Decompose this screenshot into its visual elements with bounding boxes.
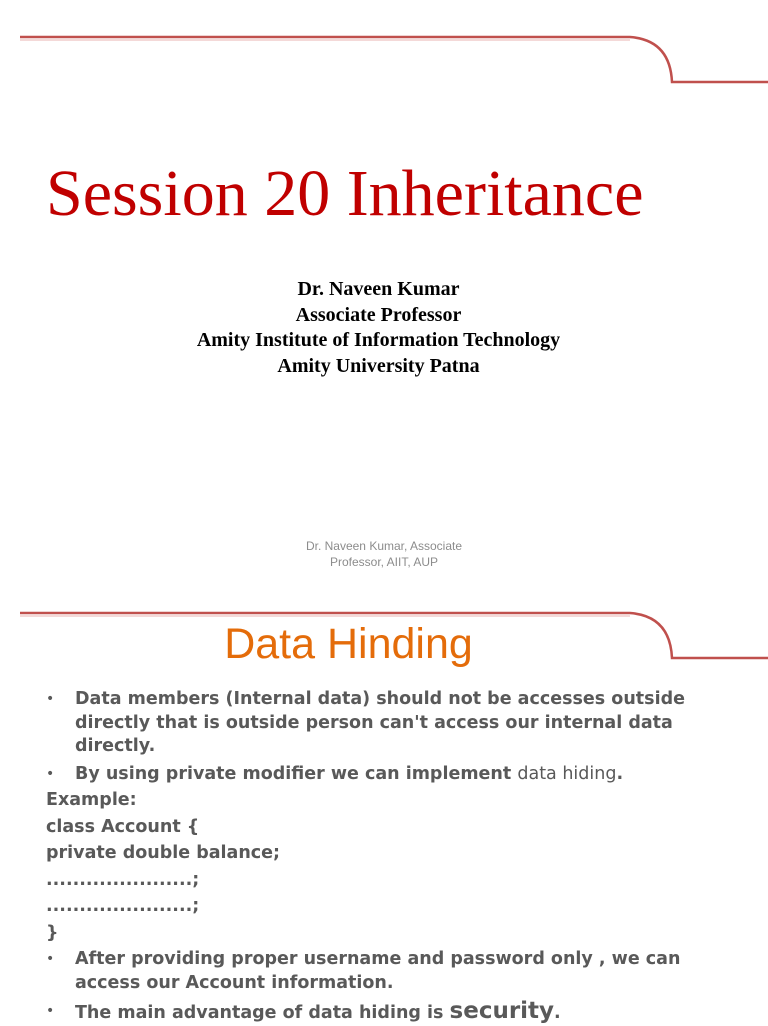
footer-line-2: Professor, AIIT, AUP — [329, 555, 439, 569]
bullet-text: By using private modifier we can implement — [75, 763, 512, 784]
bullet-item — [46, 948, 736, 995]
content-slide — [0, 596, 768, 1024]
code-line: class Account { — [46, 816, 200, 837]
slide-footer — [284, 538, 484, 570]
slide-title: Data Hinding — [224, 620, 473, 668]
bullet-item — [46, 688, 736, 759]
bullet-text: The main advantage of data hiding is — [75, 1003, 444, 1023]
slide-title: Session 20 Inheritance — [46, 157, 644, 230]
highlight-term: data hiding — [517, 763, 617, 784]
author-name: Dr. Naveen Kumar — [297, 278, 460, 300]
highlight-term: security — [449, 998, 555, 1024]
author-university: Amity University Patna — [277, 354, 480, 377]
code-line: Example: — [46, 790, 137, 810]
bullet-item — [46, 1000, 736, 1026]
accent-line-decoration — [0, 0, 768, 100]
author-institute: Amity Institute of Information Technology — [196, 329, 561, 351]
bullet-punctuation: . — [616, 763, 624, 784]
author-block — [0, 277, 757, 379]
bullet-text: After providing proper username and password only , we can access our Account information. — [75, 949, 681, 993]
author-position: Associate Professor — [295, 303, 462, 326]
bullet-punctuation: . — [554, 1003, 561, 1023]
bullet-item — [46, 763, 736, 787]
code-line: private double balance; — [46, 843, 281, 863]
footer-line-1: Dr. Naveen Kumar, Associate — [305, 539, 463, 553]
bullet-text: Data members (Internal data) should not be accesses outside directly that is outside person can't access our internal data directly. — [75, 689, 685, 756]
code-line: } — [46, 922, 59, 943]
slide-body — [46, 688, 736, 1026]
code-line: ......................; — [46, 896, 200, 916]
code-line: ......................; — [46, 869, 200, 890]
